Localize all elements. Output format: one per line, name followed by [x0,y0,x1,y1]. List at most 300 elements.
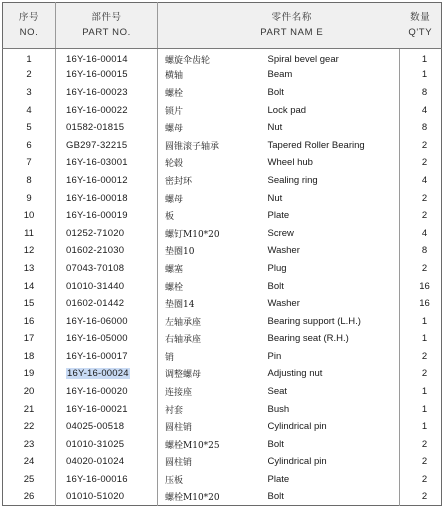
row-number [3,488,56,506]
header-part-name-zh: 零件名称 [271,11,312,23]
quantity-text: 16 [419,298,430,310]
part-name-zh [158,84,261,102]
quantity [400,84,442,102]
part-number-text[interactable]: 16Y-16-00024 [67,368,129,380]
part-number-text[interactable]: 16Y-16-00021 [66,403,128,415]
quantity [400,172,442,190]
part-name-zh-text: 左轴承座 [165,317,202,328]
row-number [3,189,56,207]
part-number [56,172,158,190]
part-number [56,49,158,67]
quantity-text: 2 [421,157,428,169]
part-number [56,189,158,207]
part-name-zh [158,330,261,348]
part-name-zh [158,418,261,436]
quantity [400,488,442,506]
part-name-en-text: Bearing seat (R.H.) [267,333,349,345]
part-number-text[interactable]: 16Y-16-06000 [66,315,128,327]
part-name-zh-text: 锁片 [165,106,184,117]
part-name-zh [158,66,261,84]
part-name-zh-text: 螺钉M10*20 [165,229,220,240]
part-name-zh [158,436,261,454]
part-name-zh [158,383,261,401]
part-name-zh-text: 横轴 [165,71,184,82]
part-number-text[interactable]: 16Y-16-00018 [66,192,128,204]
quantity [400,418,442,436]
part-name-zh-text: 螺栓M10*25 [165,440,220,451]
part-name-en-text: Seat [267,386,288,398]
table-row[interactable] [3,224,442,242]
row-number-text: 2 [26,69,32,81]
part-number-text[interactable]: 16Y-16-00022 [66,104,128,116]
part-number [56,154,158,172]
part-name-en [261,471,400,489]
part-name-en [261,242,400,260]
quantity [400,49,442,67]
part-number [56,101,158,119]
table-header [3,3,442,49]
row-number-text: 19 [23,368,35,380]
part-name-en [261,119,400,137]
quantity-text: 1 [421,403,428,415]
part-name-en-text: Beam [267,69,293,81]
row-number [3,330,56,348]
part-name-en-text: Screw [267,227,294,239]
part-name-zh [158,277,261,295]
row-number-text: 3 [26,86,32,98]
row-number [3,242,56,260]
part-name-en [261,136,400,154]
part-number-text[interactable]: 01010-51020 [66,491,125,503]
part-number-text[interactable]: 16Y-16-00023 [66,86,128,98]
quantity [400,330,442,348]
row-number-text: 20 [23,386,35,398]
row-number-text: 23 [23,438,35,450]
table-row[interactable] [3,66,442,84]
quantity-text: 4 [421,174,428,186]
row-number [3,471,56,489]
row-number [3,224,56,242]
part-name-en-text: Bearing support (L.H.) [267,315,361,327]
quantity-text: 2 [421,210,428,222]
table-row[interactable] [3,471,442,489]
part-name-en-text: Nut [267,192,283,204]
part-name-en [261,84,400,102]
part-name-zh-text: 圆锥滚子轴承 [165,141,220,152]
quantity-text: 1 [421,315,428,327]
quantity-text: 1 [421,53,428,65]
part-name-zh [158,172,261,190]
table-row[interactable] [3,154,442,172]
part-name-zh-text: 螺栓 [165,282,184,293]
part-number [56,277,158,295]
part-name-en-text: Cylindrical pin [267,456,327,468]
header-part-no [56,3,158,49]
row-number [3,260,56,278]
quantity-text: 2 [421,438,428,450]
part-name-zh-text: 压板 [165,476,184,487]
part-name-zh-text: 螺母 [165,194,184,205]
part-name-en [261,418,400,436]
part-number [56,260,158,278]
part-number [56,453,158,471]
part-name-en-text: Spiral bevel gear [267,53,339,65]
row-number-text: 8 [26,174,32,186]
row-number [3,84,56,102]
part-number-text[interactable]: 01602-21030 [66,245,125,257]
table-row[interactable] [3,172,442,190]
part-number-text[interactable]: 01582-01815 [66,122,125,134]
part-number-text[interactable]: 01010-31440 [66,280,125,292]
part-name-zh-text: 垫圈14 [165,300,195,311]
quantity-text: 1 [421,386,428,398]
part-number [56,84,158,102]
row-number [3,119,56,137]
header-qty-zh: 数量 [410,11,431,23]
row-number [3,348,56,366]
row-number-text: 7 [26,157,32,169]
quantity [400,119,442,137]
row-number [3,436,56,454]
part-name-en [261,312,400,330]
part-name-zh [158,119,261,137]
part-number [56,365,158,383]
part-name-zh-text: 螺母 [165,124,184,135]
part-number [56,471,158,489]
table-row[interactable] [3,242,442,260]
table-row[interactable] [3,383,442,401]
quantity-text: 2 [421,350,428,362]
part-name-zh [158,224,261,242]
row-number [3,400,56,418]
part-name-zh-text: 圆柱销 [165,423,193,434]
part-name-en-text: Wheel hub [267,157,313,169]
header-qty [400,3,442,49]
part-name-en [261,154,400,172]
quantity [400,189,442,207]
part-name-zh-text: 螺栓M10*20 [165,493,220,504]
header-part-name [158,3,400,49]
row-number [3,453,56,471]
row-number [3,66,56,84]
part-number-text[interactable]: 07043-70108 [66,262,125,274]
part-number-text[interactable]: 04020-01024 [66,456,125,468]
part-number-text[interactable]: 01602-01442 [66,298,125,310]
row-number-text: 13 [23,262,35,274]
quantity [400,101,442,119]
quantity-text: 1 [421,333,428,345]
table-row[interactable] [3,207,442,225]
part-name-zh [158,295,261,313]
header-no-zh: 序号 [18,11,40,23]
quantity [400,383,442,401]
part-number [56,207,158,225]
row-number-text: 16 [23,315,35,327]
part-name-zh-text: 轮毂 [165,159,184,170]
part-number [56,66,158,84]
part-number-text[interactable]: 16Y-16-00012 [66,174,128,186]
quantity [400,207,442,225]
quantity [400,400,442,418]
part-name-zh-text: 销 [165,352,175,363]
quantity [400,136,442,154]
table-row[interactable] [3,365,442,383]
quantity-text: 8 [421,245,428,257]
part-name-en [261,488,400,506]
part-name-zh-text: 螺栓 [165,88,184,99]
part-name-zh [158,348,261,366]
part-number-text[interactable]: 01010-31025 [66,438,125,450]
row-number [3,277,56,295]
table-row[interactable] [3,348,442,366]
parts-table [2,2,442,506]
part-number-text[interactable]: 16Y-16-00014 [66,53,128,65]
header-part-no-zh: 部件号 [91,11,122,23]
row-number-text: 4 [26,104,32,116]
row-number-text: 26 [23,491,35,503]
row-number-text: 17 [23,333,35,345]
row-number-text: 5 [26,122,32,134]
part-name-zh-text: 螺旋伞齿轮 [165,55,211,66]
part-name-en [261,348,400,366]
part-name-en [261,383,400,401]
part-name-en [261,172,400,190]
table-row[interactable] [3,312,442,330]
quantity [400,242,442,260]
row-number-text: 12 [23,245,35,257]
part-name-zh [158,400,261,418]
quantity [400,66,442,84]
row-number-text: 15 [23,298,35,310]
part-name-en [261,453,400,471]
row-number-text: 1 [26,53,32,65]
row-number [3,418,56,436]
row-number [3,172,56,190]
quantity [400,277,442,295]
table-row[interactable] [3,400,442,418]
quantity [400,471,442,489]
part-name-zh [158,488,261,506]
part-name-zh [158,365,261,383]
quantity-text: 1 [421,421,428,433]
part-name-zh [158,136,261,154]
row-number-text: 25 [23,474,35,486]
part-number [56,436,158,454]
part-number-text[interactable]: 16Y-16-00015 [66,69,128,81]
quantity-text: 4 [421,104,428,116]
part-name-zh [158,260,261,278]
table-row[interactable] [3,330,442,348]
part-name-zh [158,242,261,260]
part-name-en-text: Bolt [267,491,284,503]
part-number-text[interactable]: 16Y-16-00020 [66,386,128,398]
part-number [56,136,158,154]
part-name-en [261,189,400,207]
part-number-text[interactable]: 16Y-16-05000 [66,333,128,345]
row-number [3,101,56,119]
row-number-text: 22 [23,421,35,433]
table-row[interactable] [3,136,442,154]
part-name-en-text: Bush [267,403,290,415]
part-number [56,224,158,242]
part-name-en-text: Plate [267,210,290,222]
quantity [400,365,442,383]
part-name-en-text: Plug [267,262,287,274]
part-name-zh-text: 螺塞 [165,264,184,275]
quantity [400,295,442,313]
part-number [56,400,158,418]
quantity [400,453,442,471]
part-number [56,242,158,260]
header-part-no-en: PART NO. [82,26,131,38]
part-number-text[interactable]: 16Y-16-03001 [66,157,128,169]
part-name-en-text: Washer [267,298,300,310]
part-number-text[interactable]: 01252-71020 [66,227,125,239]
part-name-en [261,330,400,348]
header-no-en: NO. [19,26,39,38]
part-name-en-text: Cylindrical pin [267,421,327,433]
part-number [56,488,158,506]
row-number [3,365,56,383]
quantity-text: 2 [421,368,428,380]
table-row[interactable] [3,260,442,278]
part-name-en-text: Bolt [267,280,284,292]
table-row[interactable] [3,84,442,102]
row-number-text: 14 [23,280,35,292]
part-name-en [261,260,400,278]
part-name-en-text: Nut [267,122,283,134]
part-name-zh-text: 板 [165,212,175,223]
row-number [3,312,56,330]
quantity-text: 2 [421,139,428,151]
part-number-text[interactable]: 16Y-16-00016 [66,474,128,486]
quantity-text: 8 [421,86,428,98]
table-row[interactable] [3,49,442,67]
part-number [56,383,158,401]
part-name-zh [158,312,261,330]
part-name-en-text: Bolt [267,86,284,98]
table-row[interactable] [3,189,442,207]
part-name-zh-text: 衬套 [165,405,184,416]
table-row[interactable] [3,295,442,313]
table-body [3,49,442,506]
part-name-en-text: Adjusting nut [267,368,323,380]
row-number-text: 9 [26,192,32,204]
table-row[interactable] [3,101,442,119]
part-name-zh-text: 密封环 [165,176,193,187]
table-row[interactable] [3,418,442,436]
part-name-zh [158,154,261,172]
quantity-text: 16 [419,280,430,292]
part-name-en [261,66,400,84]
quantity-text: 2 [421,456,428,468]
part-name-zh-text: 调整螺母 [165,370,202,381]
table-row[interactable] [3,277,442,295]
part-name-en [261,365,400,383]
row-number-text: 10 [23,210,35,222]
quantity-text: 2 [421,262,428,274]
table-row[interactable] [3,453,442,471]
quantity [400,260,442,278]
part-name-zh-text: 垫圈10 [165,247,195,258]
table-row[interactable] [3,488,442,506]
part-name-en-text: Sealing ring [267,174,318,186]
quantity [400,312,442,330]
part-number-text[interactable]: 04025-00518 [66,421,125,433]
header-part-name-en: PART NAM E [260,26,324,38]
quantity [400,436,442,454]
part-number [56,295,158,313]
header-qty-en: Q'TY [408,26,433,38]
part-name-en-text: Pin [267,350,282,362]
quantity [400,224,442,242]
part-name-en [261,436,400,454]
part-name-zh [158,101,261,119]
row-number [3,49,56,67]
part-name-en [261,295,400,313]
row-number-text: 6 [26,139,32,151]
quantity-text: 2 [421,491,428,503]
part-name-zh [158,189,261,207]
header-no [3,3,56,49]
quantity [400,154,442,172]
quantity-text: 4 [421,227,428,239]
row-number-text: 24 [23,456,35,468]
part-name-zh [158,207,261,225]
part-number [56,330,158,348]
part-number [56,348,158,366]
row-number-text: 21 [23,403,35,415]
part-name-zh-text: 连接座 [165,388,193,399]
part-name-en-text: Washer [267,245,300,257]
quantity [400,348,442,366]
part-name-en [261,101,400,119]
part-name-zh [158,49,261,67]
part-name-zh-text: 圆柱销 [165,458,193,469]
quantity-text: 2 [421,474,428,486]
row-number [3,383,56,401]
part-name-zh [158,471,261,489]
part-name-en-text: Tapered Roller Bearing [267,139,365,151]
part-name-en [261,207,400,225]
part-name-en-text: Bolt [267,438,284,450]
row-number [3,295,56,313]
part-number [56,119,158,137]
quantity-text: 2 [421,192,428,204]
part-name-en-text: Lock pad [267,104,307,116]
row-number [3,207,56,225]
header-row [3,3,442,49]
row-number [3,154,56,172]
part-name-zh-text: 右轴承座 [165,335,202,346]
part-name-en-text: Plate [267,474,290,486]
part-number-text[interactable]: 16Y-16-00019 [66,210,128,222]
row-number [3,136,56,154]
quantity-text: 1 [421,69,428,81]
part-number-text[interactable]: GB297-32215 [66,139,128,151]
row-number-text: 18 [23,350,35,362]
table-row[interactable] [3,436,442,454]
part-name-en [261,277,400,295]
part-name-en [261,224,400,242]
part-name-en [261,400,400,418]
part-name-en [261,49,400,67]
quantity-text: 8 [421,122,428,134]
part-number [56,418,158,436]
table-row[interactable] [3,119,442,137]
part-number-text[interactable]: 16Y-16-00017 [66,350,128,362]
part-name-zh [158,453,261,471]
